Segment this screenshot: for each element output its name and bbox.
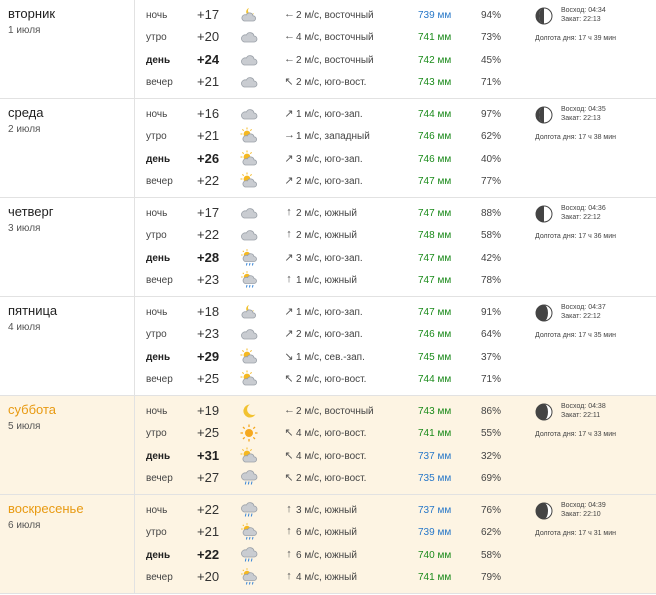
- cloudy-icon: [240, 28, 258, 46]
- wind-direction-icon: ↘: [284, 351, 294, 363]
- day-date: 1 июля: [8, 25, 41, 36]
- temperature: +23: [197, 326, 220, 341]
- partly-cloudy-night-icon: [240, 303, 258, 321]
- pressure: 747 мм: [418, 176, 452, 187]
- moon-phase-icon: [535, 502, 553, 520]
- temperature: +20: [197, 569, 220, 584]
- temperature: +16: [197, 106, 220, 121]
- humidity: 86%: [481, 406, 502, 417]
- day-date: 3 июля: [8, 223, 41, 234]
- moon-phase-icon: [535, 205, 553, 223]
- sunset-time: Закат: 22:13: [561, 16, 601, 23]
- humidity: 94%: [481, 10, 502, 21]
- cloudy-icon: [240, 73, 258, 91]
- rain-cloud-icon: [240, 546, 258, 564]
- humidity: 58%: [481, 230, 502, 241]
- humidity: 62%: [481, 527, 502, 538]
- wind-direction-icon: ↑: [286, 228, 292, 240]
- day-part-label: вечер: [146, 77, 173, 88]
- wind-direction-icon: ↑: [286, 525, 292, 537]
- sunset-time: Закат: 22:13: [561, 115, 601, 122]
- humidity: 76%: [481, 505, 502, 516]
- day-part-label: день: [146, 253, 171, 264]
- forecast-row: [0, 26, 520, 48]
- moon-phase-icon: [535, 304, 553, 322]
- pressure: 746 мм: [418, 329, 452, 340]
- day-date: 4 июля: [8, 322, 41, 333]
- sun-info: [561, 105, 606, 123]
- wind-info: 2 м/с, юго-зап.: [296, 176, 363, 187]
- wind-direction-icon: ↗: [284, 306, 294, 318]
- day-part-label: вечер: [146, 374, 173, 385]
- wind-direction-icon: ←: [284, 30, 295, 42]
- wind-direction-icon: ↑: [286, 503, 292, 515]
- wind-direction-icon: ↗: [284, 175, 294, 187]
- sun-rain-icon: [240, 568, 258, 586]
- cloudy-icon: [240, 105, 258, 123]
- day-part-label: утро: [146, 230, 167, 241]
- temperature: +22: [197, 173, 220, 188]
- humidity: 71%: [481, 77, 502, 88]
- day-part-label: ночь: [146, 10, 168, 21]
- forecast-row: [0, 521, 520, 543]
- humidity: 71%: [481, 374, 502, 385]
- partly-cloudy-day-icon: [240, 447, 258, 465]
- temperature: +17: [197, 205, 220, 220]
- sunset-time: Закат: 22:11: [561, 412, 601, 419]
- sun-info: [561, 204, 606, 222]
- day-date: 6 июля: [8, 520, 41, 531]
- humidity: 78%: [481, 275, 502, 286]
- day-block: [0, 297, 656, 396]
- pressure: 737 мм: [418, 505, 452, 516]
- day-part-label: вечер: [146, 176, 173, 187]
- humidity: 37%: [481, 352, 502, 363]
- day-length: Долгота дня: 17 ч 33 мин: [535, 431, 617, 438]
- wind-direction-icon: ↖: [284, 450, 294, 462]
- wind-direction-icon: ↖: [284, 373, 294, 385]
- wind-direction-icon: ←: [284, 404, 295, 416]
- pressure: 740 мм: [418, 550, 452, 561]
- forecast-row: [0, 71, 520, 93]
- humidity: 64%: [481, 329, 502, 340]
- sun-rain-icon: [240, 271, 258, 289]
- day-part-label: день: [146, 55, 171, 66]
- wind-info: 2 м/с, юго-вост.: [296, 77, 367, 88]
- pressure: 743 мм: [418, 77, 452, 88]
- day-part-label: день: [146, 352, 171, 363]
- day-part-label: ночь: [146, 505, 168, 516]
- forecast-row: [0, 467, 520, 489]
- day-part-label: утро: [146, 428, 167, 439]
- forecast-row: [0, 170, 520, 192]
- forecast-row: [0, 103, 520, 125]
- day-part-label: утро: [146, 32, 167, 43]
- rain-cloud-icon: [240, 501, 258, 519]
- day-part-label: утро: [146, 329, 167, 340]
- wind-info: 2 м/с, юго-зап.: [296, 329, 363, 340]
- wind-direction-icon: ↖: [284, 472, 294, 484]
- pressure: 746 мм: [418, 154, 452, 165]
- humidity: 55%: [481, 428, 502, 439]
- wind-info: 4 м/с, южный: [296, 572, 357, 583]
- wind-info: 3 м/с, южный: [296, 505, 357, 516]
- wind-info: 6 м/с, южный: [296, 527, 357, 538]
- wind-direction-icon: ↑: [286, 570, 292, 582]
- wind-direction-icon: ↖: [284, 427, 294, 439]
- partly-cloudy-day-icon: [240, 348, 258, 366]
- day-part-label: утро: [146, 527, 167, 538]
- day-length: Долгота дня: 17 ч 31 мин: [535, 530, 617, 537]
- temperature: +19: [197, 403, 220, 418]
- forecast-row: [0, 301, 520, 323]
- partly-cloudy-night-icon: [240, 6, 258, 24]
- partly-cloudy-day-icon: [240, 127, 258, 145]
- humidity: 91%: [481, 307, 502, 318]
- day-length: Долгота дня: 17 ч 38 мин: [535, 134, 617, 141]
- forecast-row: [0, 4, 520, 26]
- temperature: +27: [197, 470, 220, 485]
- sunrise-time: Восход: 04:39: [561, 502, 606, 509]
- wind-direction-icon: ↗: [284, 153, 294, 165]
- day-name: пятница: [8, 303, 58, 318]
- forecast-row: [0, 400, 520, 422]
- day-part-label: ночь: [146, 109, 168, 120]
- humidity: 79%: [481, 572, 502, 583]
- humidity: 97%: [481, 109, 502, 120]
- pressure: 747 мм: [418, 253, 452, 264]
- humidity: 73%: [481, 32, 502, 43]
- partly-cloudy-day-icon: [240, 370, 258, 388]
- cloudy-icon: [240, 204, 258, 222]
- wind-direction-icon: ↑: [286, 206, 292, 218]
- day-name: среда: [8, 105, 44, 120]
- day-length: Долгота дня: 17 ч 35 мин: [535, 332, 617, 339]
- wind-direction-icon: ↗: [284, 328, 294, 340]
- wind-info: 1 м/с, южный: [296, 275, 357, 286]
- temperature: +21: [197, 74, 220, 89]
- pressure: 741 мм: [418, 32, 452, 43]
- forecast-row: [0, 269, 520, 291]
- forecast-row: [0, 499, 520, 521]
- day-date: 5 июля: [8, 421, 41, 432]
- moon-phase-icon: [535, 106, 553, 124]
- temperature: +22: [197, 227, 220, 242]
- day-length: Долгота дня: 17 ч 36 мин: [535, 233, 617, 240]
- wind-info: 2 м/с, южный: [296, 230, 357, 241]
- day-part-label: день: [146, 154, 171, 165]
- partly-cloudy-day-icon: [240, 150, 258, 168]
- day-name: четверг: [8, 204, 54, 219]
- temperature: +21: [197, 524, 220, 539]
- wind-info: 4 м/с, юго-вост.: [296, 451, 367, 462]
- wind-info: 6 м/с, южный: [296, 550, 357, 561]
- partly-cloudy-day-icon: [240, 172, 258, 190]
- pressure: 748 мм: [418, 230, 452, 241]
- wind-info: 2 м/с, восточный: [296, 55, 374, 66]
- temperature: +17: [197, 7, 220, 22]
- moon-phase-icon: [535, 403, 553, 421]
- forecast-row: [0, 368, 520, 390]
- humidity: 69%: [481, 473, 502, 484]
- day-block: [0, 99, 656, 198]
- sun-info: [561, 501, 606, 519]
- sun-rain-icon: [240, 249, 258, 267]
- forecast-row: [0, 224, 520, 246]
- day-part-label: вечер: [146, 275, 173, 286]
- wind-info: 2 м/с, восточный: [296, 406, 374, 417]
- sun-icon: [240, 424, 258, 442]
- wind-direction-icon: ←: [284, 53, 295, 65]
- sun-info: [561, 402, 606, 420]
- cloudy-icon: [240, 325, 258, 343]
- forecast-row: [0, 566, 520, 588]
- sunset-time: Закат: 22:12: [561, 214, 601, 221]
- day-part-label: ночь: [146, 208, 168, 219]
- sunrise-time: Восход: 04:35: [561, 106, 606, 113]
- forecast-row: [0, 445, 520, 467]
- pressure: 744 мм: [418, 109, 452, 120]
- temperature: +25: [197, 371, 220, 386]
- wind-direction-icon: ↑: [286, 273, 292, 285]
- wind-info: 2 м/с, восточный: [296, 10, 374, 21]
- day-part-label: вечер: [146, 473, 173, 484]
- humidity: 58%: [481, 550, 502, 561]
- forecast-row: [0, 125, 520, 147]
- sun-info: [561, 6, 606, 24]
- forecast-row: [0, 49, 520, 71]
- pressure: 743 мм: [418, 406, 452, 417]
- pressure: 741 мм: [418, 572, 452, 583]
- sunrise-time: Восход: 04:36: [561, 205, 606, 212]
- forecast-row: [0, 422, 520, 444]
- wind-direction-icon: ↑: [286, 548, 292, 560]
- wind-info: 4 м/с, юго-вост.: [296, 428, 367, 439]
- pressure: 745 мм: [418, 352, 452, 363]
- wind-info: 2 м/с, южный: [296, 208, 357, 219]
- wind-info: 3 м/с, юго-зап.: [296, 253, 363, 264]
- sunset-time: Закат: 22:10: [561, 511, 601, 518]
- temperature: +31: [197, 448, 220, 463]
- sunrise-time: Восход: 04:34: [561, 7, 606, 14]
- day-date: 2 июля: [8, 124, 41, 135]
- temperature: +26: [197, 151, 220, 166]
- temperature: +22: [197, 502, 220, 517]
- sunset-time: Закат: 22:12: [561, 313, 601, 320]
- sunrise-time: Восход: 04:38: [561, 403, 606, 410]
- temperature: +24: [197, 52, 220, 67]
- wind-direction-icon: →: [284, 129, 295, 141]
- day-name: суббота: [8, 402, 57, 417]
- forecast-row: [0, 148, 520, 170]
- cloudy-icon: [240, 51, 258, 69]
- humidity: 42%: [481, 253, 502, 264]
- wind-info: 1 м/с, западный: [296, 131, 370, 142]
- humidity: 40%: [481, 154, 502, 165]
- temperature: +20: [197, 29, 220, 44]
- pressure: 747 мм: [418, 208, 452, 219]
- wind-direction-icon: ↗: [284, 108, 294, 120]
- sun-info: [561, 303, 606, 321]
- sunrise-time: Восход: 04:37: [561, 304, 606, 311]
- temperature: +25: [197, 425, 220, 440]
- day-name: вторник: [8, 6, 56, 21]
- moon-phase-icon: [535, 7, 553, 25]
- moon-icon: [240, 402, 258, 420]
- temperature: +22: [197, 547, 220, 562]
- temperature: +29: [197, 349, 220, 364]
- pressure: 739 мм: [418, 527, 452, 538]
- cloudy-icon: [240, 226, 258, 244]
- day-block: [0, 198, 656, 297]
- wind-info: 1 м/с, сев.-зап.: [296, 352, 365, 363]
- pressure: 737 мм: [418, 451, 452, 462]
- day-part-label: утро: [146, 131, 167, 142]
- day-block: [0, 396, 656, 495]
- day-length: Долгота дня: 17 ч 39 мин: [535, 35, 617, 42]
- wind-info: 2 м/с, юго-вост.: [296, 374, 367, 385]
- wind-info: 4 м/с, восточный: [296, 32, 374, 43]
- humidity: 62%: [481, 131, 502, 142]
- wind-info: 1 м/с, юго-зап.: [296, 307, 363, 318]
- day-part-label: день: [146, 550, 171, 561]
- humidity: 88%: [481, 208, 502, 219]
- temperature: +28: [197, 250, 220, 265]
- day-part-label: вечер: [146, 572, 173, 583]
- rain-cloud-icon: [240, 469, 258, 487]
- day-block: [0, 0, 656, 99]
- pressure: 744 мм: [418, 374, 452, 385]
- pressure: 742 мм: [418, 55, 452, 66]
- sun-rain-icon: [240, 523, 258, 541]
- day-part-label: день: [146, 451, 171, 462]
- forecast-row: [0, 544, 520, 566]
- wind-direction-icon: ↗: [284, 252, 294, 264]
- wind-direction-icon: ←: [284, 8, 295, 20]
- pressure: 735 мм: [418, 473, 452, 484]
- temperature: +23: [197, 272, 220, 287]
- wind-info: 3 м/с, юго-зап.: [296, 154, 363, 165]
- day-name: воскресенье: [8, 501, 84, 516]
- temperature: +18: [197, 304, 220, 319]
- forecast-row: [0, 202, 520, 224]
- pressure: 747 мм: [418, 275, 452, 286]
- wind-info: 2 м/с, юго-вост.: [296, 473, 367, 484]
- day-part-label: ночь: [146, 406, 168, 417]
- wind-direction-icon: ↖: [284, 76, 294, 88]
- forecast-row: [0, 346, 520, 368]
- forecast-row: [0, 323, 520, 345]
- day-block: [0, 495, 656, 594]
- pressure: 739 мм: [418, 10, 452, 21]
- pressure: 746 мм: [418, 131, 452, 142]
- humidity: 32%: [481, 451, 502, 462]
- pressure: 741 мм: [418, 428, 452, 439]
- pressure: 747 мм: [418, 307, 452, 318]
- humidity: 45%: [481, 55, 502, 66]
- forecast-row: [0, 247, 520, 269]
- humidity: 77%: [481, 176, 502, 187]
- wind-info: 1 м/с, юго-зап.: [296, 109, 363, 120]
- temperature: +21: [197, 128, 220, 143]
- day-part-label: ночь: [146, 307, 168, 318]
